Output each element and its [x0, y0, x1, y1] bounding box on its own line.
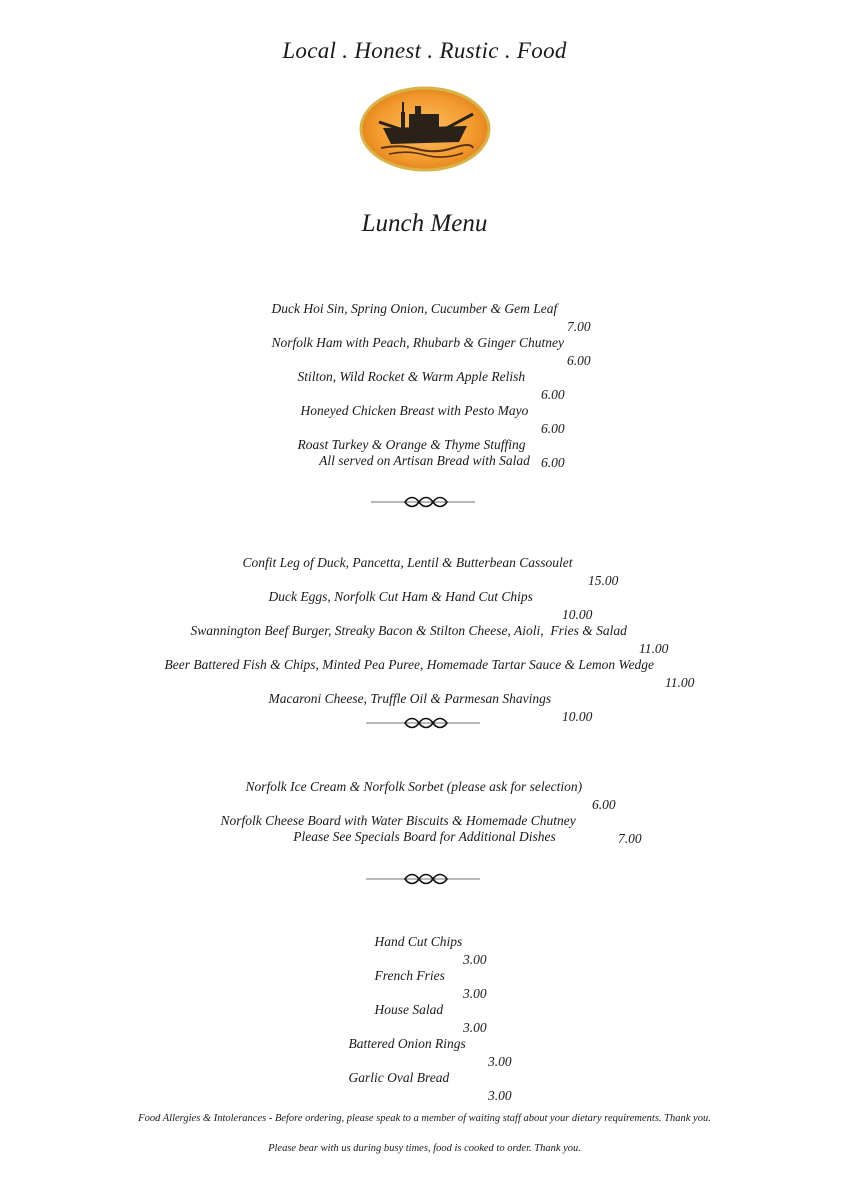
item-name: Duck Eggs, Norfolk Cut Ham & Hand Cut Chips: [268, 589, 533, 604]
busy-notice: Please bear with us during busy times, food is cooked to order. Thank you.: [268, 1143, 581, 1154]
item-name: Roast Turkey & Orange & Thyme Stuffing: [297, 437, 526, 452]
item-name: Honeyed Chicken Breast with Pesto Mayo: [300, 403, 529, 418]
item-price: 15.00: [588, 573, 619, 588]
item-price: 3.00: [463, 952, 487, 967]
item-name: Norfolk Ham with Peach, Rhubarb & Ginger Chutney: [271, 335, 564, 350]
divider-flourish-icon: [371, 495, 475, 509]
item-name: Swannington Beef Burger, Streaky Bacon & Stilton Cheese, Aioli, Fries & Salad: [190, 623, 627, 638]
item-price: 7.00: [567, 319, 591, 334]
item-name: Norfolk Cheese Board with Water Biscuits & Homemade Chutney: [220, 813, 576, 828]
divider-flourish-icon: [366, 716, 480, 730]
item-name: French Fries: [374, 968, 445, 983]
item-price: 6.00: [592, 797, 616, 812]
item-name: Confit Leg of Duck, Pancetta, Lentil & Butterbean Cassoulet: [242, 555, 573, 570]
menu-item: [255, 672, 593, 744]
item-price: 3.00: [463, 1020, 487, 1035]
item-price: 10.00: [562, 709, 593, 724]
item-name: Hand Cut Chips: [374, 934, 463, 949]
item-name: Garlic Oval Bread: [348, 1070, 450, 1085]
item-price: 10.00: [562, 607, 593, 622]
item-price: 6.00: [541, 455, 565, 470]
item-price: 6.00: [541, 387, 565, 402]
item-price: 11.00: [639, 641, 669, 656]
item-name: Macaroni Cheese, Truffle Oil & Parmesan Shavings: [268, 691, 552, 706]
item-price: 3.00: [463, 986, 487, 1001]
divider-flourish-icon: [366, 872, 480, 886]
item-name: Beer Battered Fish & Chips, Minted Pea Puree, Homemade Tartar Sauce & Lemon Wedge: [164, 657, 655, 672]
item-name: Stilton, Wild Rocket & Warm Apple Relish: [297, 369, 526, 384]
tagline: Local . Honest . Rustic . Food: [282, 38, 567, 63]
item-name: Battered Onion Rings: [348, 1036, 466, 1051]
item-name: Duck Hoi Sin, Spring Onion, Cucumber & Gem Leaf: [271, 301, 558, 316]
allergy-notice: Food Allergies & Intolerances - Before ordering, please speak to a member of waiting staff about your dietary requirements. Thank you.: [138, 1113, 711, 1124]
specials-note: Please See Specials Board for Additional Dishes: [293, 829, 556, 844]
item-name: House Salad: [374, 1002, 444, 1017]
item-price: 6.00: [567, 353, 591, 368]
item-price: 11.00: [665, 675, 695, 690]
item-price: 6.00: [541, 421, 565, 436]
menu-title: Lunch Menu: [361, 210, 488, 237]
item-name: Norfolk Ice Cream & Norfolk Sorbet (please ask for selection): [245, 779, 583, 794]
boat-logo-icon: [359, 86, 491, 172]
item-price: 7.00: [618, 831, 642, 846]
item-price: 3.00: [488, 1088, 512, 1103]
item-price: 3.00: [488, 1054, 512, 1069]
sandwich-note: All served on Artisan Bread with Salad: [319, 453, 530, 468]
